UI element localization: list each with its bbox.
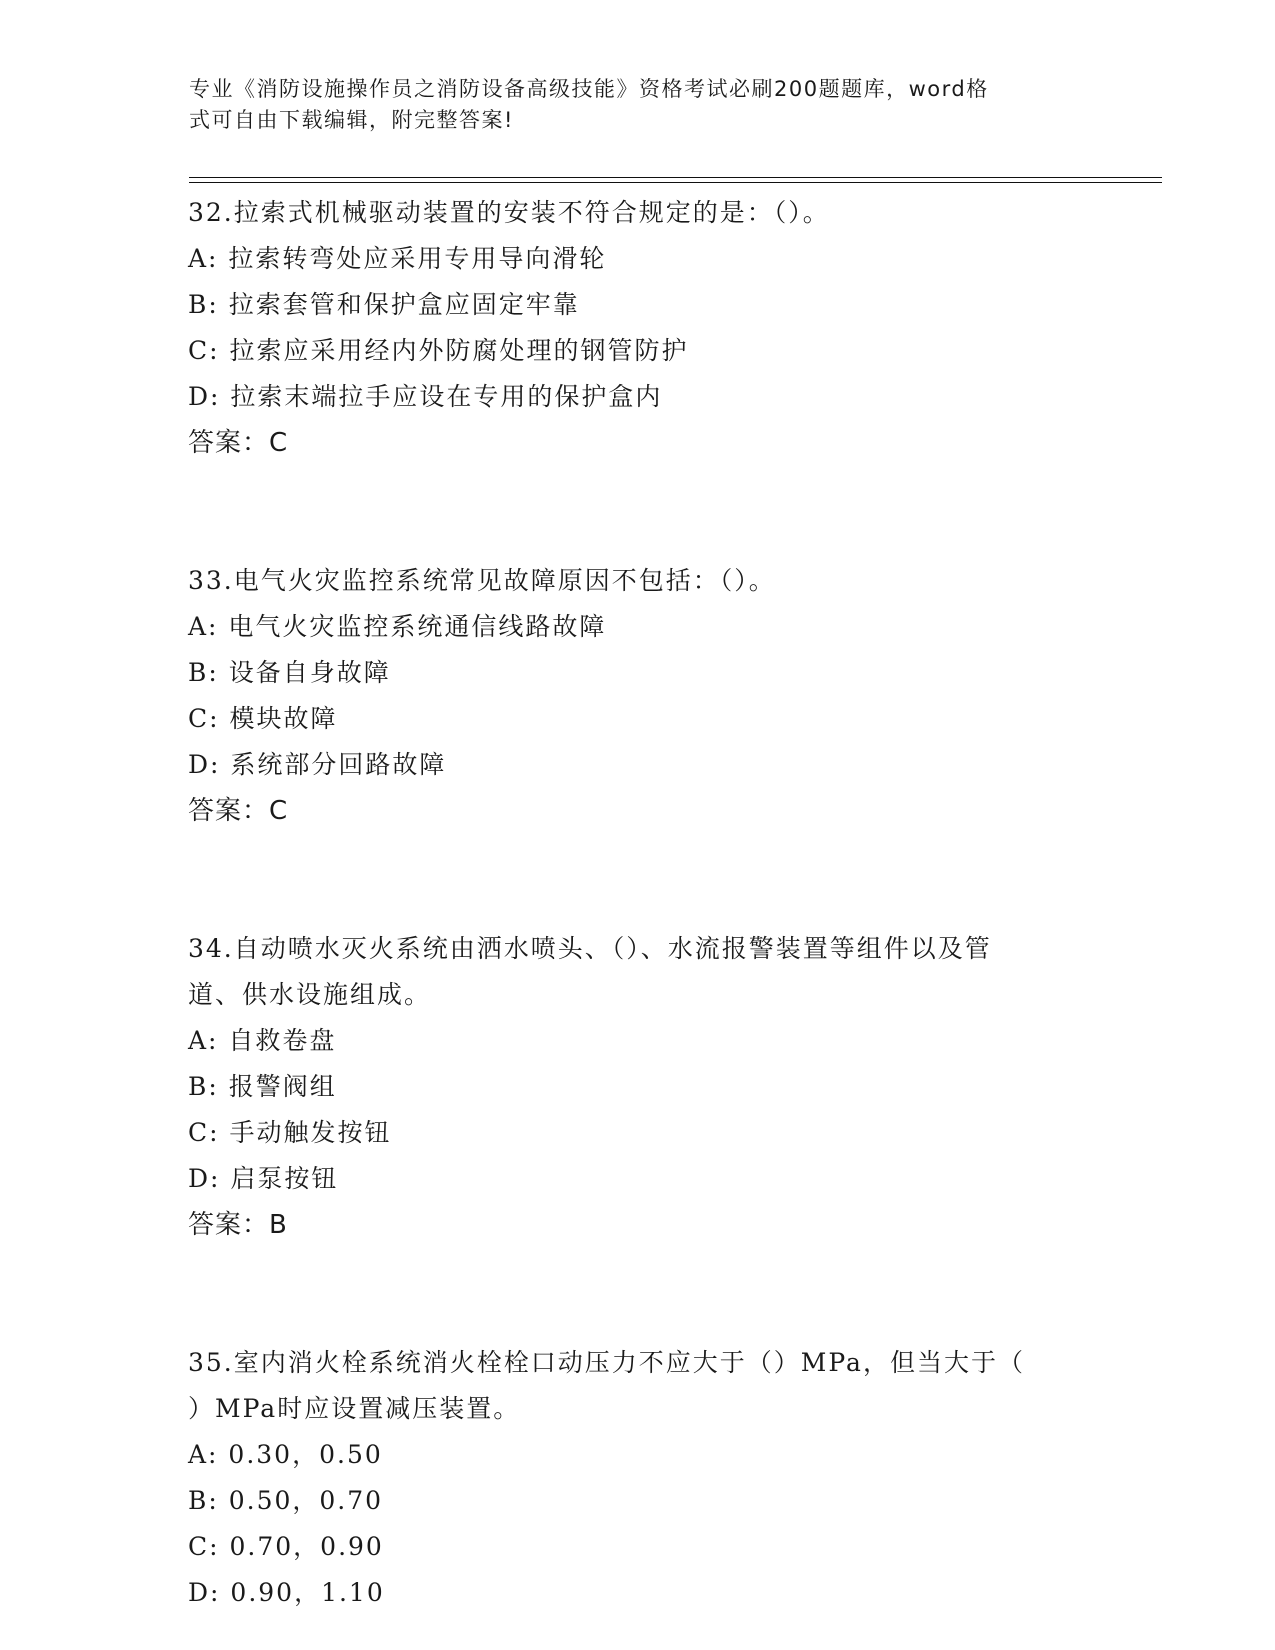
- question-spacer: [188, 834, 1088, 926]
- header-line-1: 专业《消防设施操作员之消防设备高级技能》资格考试必刷200题题库，word格: [189, 77, 989, 101]
- option-d: D: 系统部分回路故障: [188, 750, 447, 779]
- option-c: C: 模块故障: [188, 704, 338, 733]
- option-a: A: 0.30，0.50: [188, 1440, 383, 1469]
- header-divider-bottom: [189, 182, 1162, 183]
- question-spacer: [188, 466, 1088, 558]
- option-b: B: 报警阀组: [188, 1072, 337, 1101]
- option-c: C: 手动触发按钮: [188, 1118, 392, 1147]
- question-33: [188, 558, 1088, 834]
- question-34: [188, 926, 1088, 1248]
- document-header: [189, 74, 1089, 136]
- option-d: D: 拉索末端拉手应设在专用的保护盒内: [188, 382, 663, 411]
- answer: 答案：B: [188, 1210, 288, 1240]
- option-a: A: 自救卷盘: [188, 1026, 337, 1055]
- question-32: [188, 190, 1088, 466]
- option-c: C: 拉索应采用经内外防腐处理的钢管防护: [188, 336, 689, 365]
- question-35: [188, 1340, 1088, 1616]
- question-spacer: [188, 1248, 1088, 1340]
- option-b: B: 0.50，0.70: [188, 1486, 384, 1515]
- question-stem-line-2: 道、供水设施组成。: [188, 980, 432, 1009]
- question-stem-line-2: ）MPa时应设置减压装置。: [188, 1394, 521, 1423]
- option-d: D: 启泵按钮: [188, 1164, 339, 1193]
- option-a: A: 电气火灾监控系统通信线路故障: [188, 612, 607, 641]
- answer: 答案：C: [188, 796, 289, 826]
- option-b: B: 设备自身故障: [188, 658, 391, 687]
- option-b: B: 拉索套管和保护盒应固定牢靠: [188, 290, 580, 319]
- header-divider-top: [189, 177, 1162, 178]
- question-stem-line-1: 35.室内消火栓系统消火栓栓口动压力不应大于（）MPa，但当大于（: [188, 1348, 1025, 1377]
- question-stem: 32.拉索式机械驱动装置的安装不符合规定的是：（）。: [188, 198, 830, 227]
- option-a: A: 拉索转弯处应采用专用导向滑轮: [188, 244, 607, 273]
- header-line-2: 式可自由下载编辑，附完整答案!: [189, 108, 514, 132]
- question-stem-line-1: 34.自动喷水灭火系统由洒水喷头、（）、水流报警装置等组件以及管: [188, 934, 992, 963]
- option-d: D: 0.90，1.10: [188, 1578, 385, 1607]
- option-c: C: 0.70，0.90: [188, 1532, 384, 1561]
- answer: 答案：C: [188, 428, 289, 458]
- question-stem: 33.电气火灾监控系统常见故障原因不包括：（）。: [188, 566, 776, 595]
- question-list: [188, 190, 1088, 1616]
